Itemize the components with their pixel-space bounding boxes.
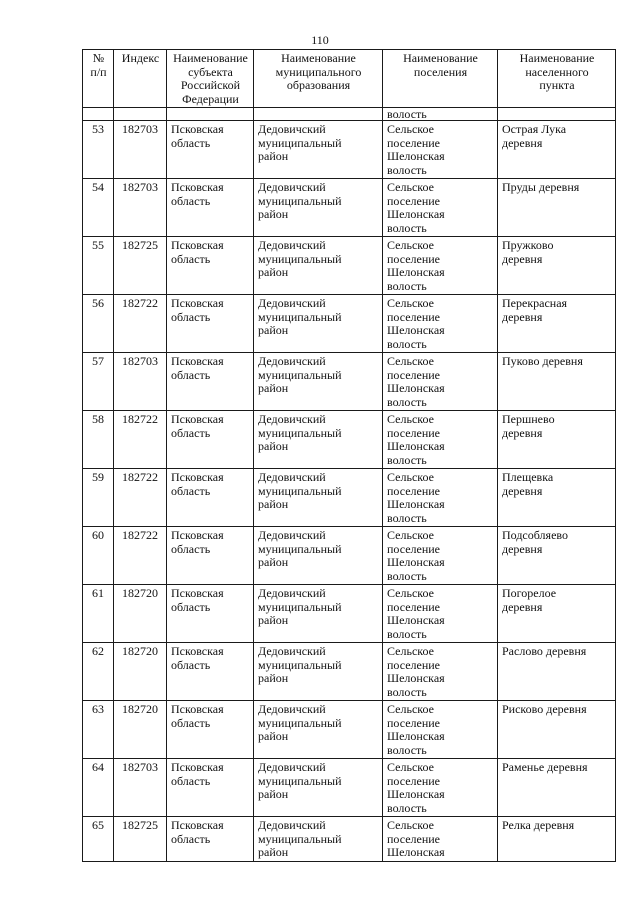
cell-settlement: [383, 817, 498, 862]
cell-settlement: [383, 237, 498, 295]
cell-text-line: Псковская: [171, 644, 224, 658]
cell-text-line: район: [258, 845, 289, 859]
cell-text-line: поселения: [413, 64, 468, 79]
cell-text-line: Дедовичский: [258, 760, 326, 774]
cell-text-line: Шелонская: [387, 265, 445, 279]
cell-text-line: район: [258, 149, 289, 163]
cell-municipal: [254, 701, 383, 759]
cell-text-line: Шелонская: [387, 729, 445, 743]
cell-text-line: поселение: [387, 715, 441, 730]
continuation-num: [83, 108, 114, 121]
cell-text-line: волость: [387, 626, 427, 641]
cell-text-line: Шелонская: [387, 555, 445, 569]
cell-text-line: волость: [387, 742, 427, 757]
cell-text-line: Шелонская: [387, 149, 445, 163]
cell-text-line: область: [171, 367, 211, 382]
cell-text-line: область: [171, 483, 211, 498]
cell-locality: [498, 701, 616, 759]
cell-text-line: область: [171, 831, 211, 846]
continuation-index: [114, 108, 167, 121]
continuation-settlement: волость: [383, 108, 498, 121]
cell-text-line: район: [258, 729, 289, 743]
cell-text-line: муниципальный: [258, 367, 342, 382]
cell-text-line: Дедовичский: [258, 586, 326, 600]
cell-locality: [498, 527, 616, 585]
cell-text-line: район: [258, 323, 289, 337]
cell-text-line: Псковская: [171, 818, 224, 832]
table-row: [83, 295, 616, 353]
cell-index: 182725: [114, 817, 167, 862]
cell-text-line: Псковская: [171, 354, 224, 368]
cell-index: 182725: [114, 237, 167, 295]
cell-text-line: волость: [387, 336, 427, 351]
cell-text-line: п/п: [90, 64, 107, 79]
cell-text-line: Дедовичский: [258, 238, 326, 252]
cell-municipal: [254, 237, 383, 295]
cell-text-line: область: [171, 251, 211, 266]
continuation-row: [83, 108, 616, 121]
cell-locality: [498, 237, 616, 295]
cell-text-line: Псковская: [171, 238, 224, 252]
cell-locality: [498, 585, 616, 643]
cell-text-line: область: [171, 193, 211, 208]
cell-municipal: [254, 817, 383, 862]
cell-text-line: Дедовичский: [258, 122, 326, 136]
cell-text-line: район: [258, 381, 289, 395]
cell-index: 182722: [114, 527, 167, 585]
cell-text-line: муниципальный: [258, 135, 342, 150]
header-num: [83, 50, 114, 108]
table-row: [83, 701, 616, 759]
continuation-subject: [167, 108, 254, 121]
cell-settlement: [383, 701, 498, 759]
cell-text-line: Сельское: [387, 122, 434, 136]
cell-text-line: деревня: [502, 251, 543, 266]
cell-settlement: [383, 759, 498, 817]
cell-text-line: Пружково: [502, 238, 554, 252]
cell-text-line: область: [171, 715, 211, 730]
cell-text-line: Псковская: [171, 760, 224, 774]
cell-text-line: Федерации: [182, 91, 239, 106]
cell-municipal: [254, 585, 383, 643]
cell-text-line: деревня: [502, 309, 543, 324]
cell-locality: [498, 411, 616, 469]
cell-num: 59: [83, 469, 114, 527]
cell-text-line: район: [258, 555, 289, 569]
cell-text-line: волость: [387, 800, 427, 815]
cell-text-line: деревня: [502, 599, 543, 614]
cell-locality: [498, 643, 616, 701]
cell-text-line: Наименование: [403, 51, 478, 65]
cell-text-line: район: [258, 439, 289, 453]
cell-text-line: Дедовичский: [258, 296, 326, 310]
header-index: [114, 50, 167, 108]
cell-text-line: Раслово деревня: [502, 644, 587, 658]
cell-text-line: область: [171, 309, 211, 324]
cell-subject: [167, 643, 254, 701]
cell-text-line: поселение: [387, 541, 441, 556]
cell-text-line: Псковская: [171, 412, 224, 426]
cell-num: 56: [83, 295, 114, 353]
cell-text-line: Сельское: [387, 470, 434, 484]
cell-text-line: Сельское: [387, 702, 434, 716]
continuation-locality: [498, 108, 616, 121]
cell-num: 60: [83, 527, 114, 585]
cell-text-line: муниципальный: [258, 425, 342, 440]
cell-text-line: муниципальный: [258, 251, 342, 266]
cell-subject: [167, 701, 254, 759]
table-row: [83, 179, 616, 237]
cell-text-line: Шелонская: [387, 497, 445, 511]
cell-text-line: Наименование: [281, 51, 356, 65]
table-row: [83, 759, 616, 817]
cell-text-line: Сельское: [387, 818, 434, 832]
table-body: [83, 108, 616, 862]
cell-municipal: [254, 179, 383, 237]
cell-text-line: Сельское: [387, 354, 434, 368]
cell-index: 182722: [114, 295, 167, 353]
cell-text-line: Релка деревня: [502, 818, 575, 832]
cell-num: 63: [83, 701, 114, 759]
cell-text-line: поселение: [387, 657, 441, 672]
cell-locality: [498, 121, 616, 179]
cell-municipal: [254, 411, 383, 469]
cell-text-line: поселение: [387, 251, 441, 266]
cell-settlement: [383, 643, 498, 701]
cell-text-line: область: [171, 541, 211, 556]
cell-text-line: муниципальный: [258, 657, 342, 672]
cell-subject: [167, 121, 254, 179]
cell-num: 64: [83, 759, 114, 817]
cell-text-line: Дедовичский: [258, 818, 326, 832]
cell-text-line: Шелонская: [387, 439, 445, 453]
cell-municipal: [254, 527, 383, 585]
cell-text-line: Погорелое: [502, 586, 557, 600]
cell-text-line: Псковская: [171, 180, 224, 194]
cell-index: 182703: [114, 759, 167, 817]
cell-text-line: волость: [387, 394, 427, 409]
table-row: [83, 121, 616, 179]
cell-settlement: [383, 295, 498, 353]
cell-text-line: деревня: [502, 541, 543, 556]
cell-subject: [167, 237, 254, 295]
cell-text-line: муниципального: [275, 64, 362, 79]
cell-text-line: Сельское: [387, 296, 434, 310]
cell-text-line: область: [171, 599, 211, 614]
cell-text-line: Плещевка: [502, 470, 554, 484]
cell-text-line: Псковская: [171, 586, 224, 600]
cell-subject: [167, 411, 254, 469]
table-header-row: [83, 50, 616, 108]
cell-num: 65: [83, 817, 114, 862]
cell-subject: [167, 353, 254, 411]
cell-text-line: Острая Лука: [502, 122, 567, 136]
cell-text-line: Рисково деревня: [502, 702, 587, 716]
cell-text-line: Дедовичский: [258, 644, 326, 658]
cell-text-line: волость: [387, 568, 427, 583]
cell-text-line: поселение: [387, 367, 441, 382]
cell-index: 182703: [114, 121, 167, 179]
cell-locality: [498, 353, 616, 411]
cell-subject: [167, 295, 254, 353]
cell-text-line: волость: [387, 452, 427, 467]
cell-num: 55: [83, 237, 114, 295]
cell-municipal: [254, 121, 383, 179]
header-locality: [498, 50, 616, 108]
cell-municipal: [254, 643, 383, 701]
settlements-table: [82, 49, 616, 862]
cell-text-line: Сельское: [387, 760, 434, 774]
header-subject: [167, 50, 254, 108]
cell-settlement: [383, 469, 498, 527]
cell-text-line: Псковская: [171, 702, 224, 716]
cell-num: 62: [83, 643, 114, 701]
table-row: [83, 237, 616, 295]
cell-num: 54: [83, 179, 114, 237]
cell-text-line: муниципальный: [258, 831, 342, 846]
cell-text-line: Шелонская: [387, 207, 445, 221]
cell-index: 182722: [114, 411, 167, 469]
cell-text-line: Шелонская: [387, 323, 445, 337]
cell-text-line: район: [258, 671, 289, 685]
cell-text-line: деревня: [502, 483, 543, 498]
cell-text-line: Сельское: [387, 644, 434, 658]
cell-text-line: Сельское: [387, 412, 434, 426]
cell-text-line: Подсобляево: [502, 528, 568, 542]
cell-text-line: Индекс: [121, 51, 160, 65]
cell-text-line: поселение: [387, 135, 441, 150]
cell-index: 182722: [114, 469, 167, 527]
table-row: [83, 817, 616, 862]
cell-text-line: область: [171, 773, 211, 788]
cell-index: 182703: [114, 179, 167, 237]
cell-text-line: область: [171, 657, 211, 672]
cell-locality: [498, 295, 616, 353]
cell-text-line: Шелонская: [387, 381, 445, 395]
header-settlement: [383, 50, 498, 108]
cell-text-line: Дедовичский: [258, 702, 326, 716]
cell-num: 58: [83, 411, 114, 469]
cell-text-line: Дедовичский: [258, 412, 326, 426]
cell-text-line: муниципальный: [258, 541, 342, 556]
cell-text-line: Сельское: [387, 180, 434, 194]
cell-text-line: Псковская: [171, 122, 224, 136]
cell-text-line: Дедовичский: [258, 528, 326, 542]
cell-index: 182720: [114, 701, 167, 759]
cell-text-line: Шелонская: [387, 787, 445, 801]
cell-num: 61: [83, 585, 114, 643]
cell-text-line: Першнево: [502, 412, 555, 426]
cell-text-line: муниципальный: [258, 715, 342, 730]
cell-text-line: деревня: [502, 135, 543, 150]
cell-text-line: субъекта: [188, 64, 233, 79]
cell-text-line: Дедовичский: [258, 180, 326, 194]
cell-text-line: район: [258, 265, 289, 279]
cell-locality: [498, 817, 616, 862]
cell-settlement: [383, 179, 498, 237]
table-row: [83, 469, 616, 527]
table-row: [83, 353, 616, 411]
cell-settlement: [383, 527, 498, 585]
cell-text-line: Шелонская: [387, 613, 445, 627]
cell-locality: [498, 179, 616, 237]
cell-text-line: Наименование: [519, 51, 595, 65]
cell-index: 182703: [114, 353, 167, 411]
table-row: [83, 643, 616, 701]
cell-text-line: волость: [387, 162, 427, 177]
cell-subject: [167, 759, 254, 817]
cell-text-line: волость: [387, 278, 427, 293]
table-row: [83, 585, 616, 643]
page-number: 110: [311, 33, 329, 47]
cell-settlement: [383, 411, 498, 469]
cell-locality: [498, 469, 616, 527]
cell-text-line: поселение: [387, 309, 441, 324]
cell-text-line: поселение: [387, 831, 441, 846]
header-municipal: [254, 50, 383, 108]
cell-municipal: [254, 353, 383, 411]
cell-text-line: поселение: [387, 425, 441, 440]
table-row: [83, 527, 616, 585]
cell-text-line: Дедовичский: [258, 470, 326, 484]
cell-text-line: волость: [387, 510, 427, 525]
cell-subject: [167, 469, 254, 527]
cell-text-line: область: [171, 135, 211, 150]
cell-text-line: поселение: [387, 483, 441, 498]
cell-locality: [498, 759, 616, 817]
cell-subject: [167, 527, 254, 585]
cell-text-line: образования: [286, 78, 351, 92]
cell-settlement: [383, 121, 498, 179]
cell-text-line: Псковская: [171, 470, 224, 484]
cell-text-line: муниципальный: [258, 309, 342, 324]
cell-subject: [167, 585, 254, 643]
continuation-municipal: [254, 108, 383, 121]
cell-text-line: Шелонская: [387, 671, 445, 685]
cell-text-line: Российской: [180, 78, 241, 92]
cell-municipal: [254, 469, 383, 527]
cell-text-line: муниципальный: [258, 193, 342, 208]
cell-text-line: пункта: [539, 78, 575, 92]
cell-text-line: №: [92, 51, 105, 65]
cell-text-line: район: [258, 497, 289, 511]
cell-text-line: муниципальный: [258, 599, 342, 614]
cell-text-line: населенного: [525, 64, 589, 79]
cell-text-line: поселение: [387, 773, 441, 788]
cell-municipal: [254, 759, 383, 817]
cell-text-line: область: [171, 425, 211, 440]
cell-text-line: поселение: [387, 599, 441, 614]
cell-num: 53: [83, 121, 114, 179]
cell-text-line: поселение: [387, 193, 441, 208]
cell-text-line: Пуково деревня: [502, 354, 583, 368]
cell-text-line: Псковская: [171, 528, 224, 542]
cell-text-line: Перекрасная: [502, 296, 568, 310]
cell-text-line: Наименование: [173, 51, 248, 65]
cell-subject: [167, 179, 254, 237]
cell-text-line: муниципальный: [258, 483, 342, 498]
cell-text-line: Псковская: [171, 296, 224, 310]
cell-text-line: Сельское: [387, 586, 434, 600]
cell-text-line: район: [258, 207, 289, 221]
cell-index: 182720: [114, 585, 167, 643]
cell-text-line: Дедовичский: [258, 354, 326, 368]
table-row: [83, 411, 616, 469]
cell-text-line: волость: [387, 220, 427, 235]
cell-settlement: [383, 353, 498, 411]
cell-text-line: Сельское: [387, 238, 434, 252]
cell-num: 57: [83, 353, 114, 411]
cell-text-line: муниципальный: [258, 773, 342, 788]
cell-text-line: Сельское: [387, 528, 434, 542]
cell-index: 182720: [114, 643, 167, 701]
cell-settlement: [383, 585, 498, 643]
cell-municipal: [254, 295, 383, 353]
cell-text-line: волость: [387, 684, 427, 699]
cell-subject: [167, 817, 254, 862]
cell-text-line: район: [258, 613, 289, 627]
cell-text-line: район: [258, 787, 289, 801]
cell-text-line: Пруды деревня: [502, 180, 580, 194]
cell-text-line: деревня: [502, 425, 543, 440]
cell-text-line: Раменье деревня: [502, 760, 588, 774]
cell-text-line: Шелонская: [387, 845, 445, 859]
